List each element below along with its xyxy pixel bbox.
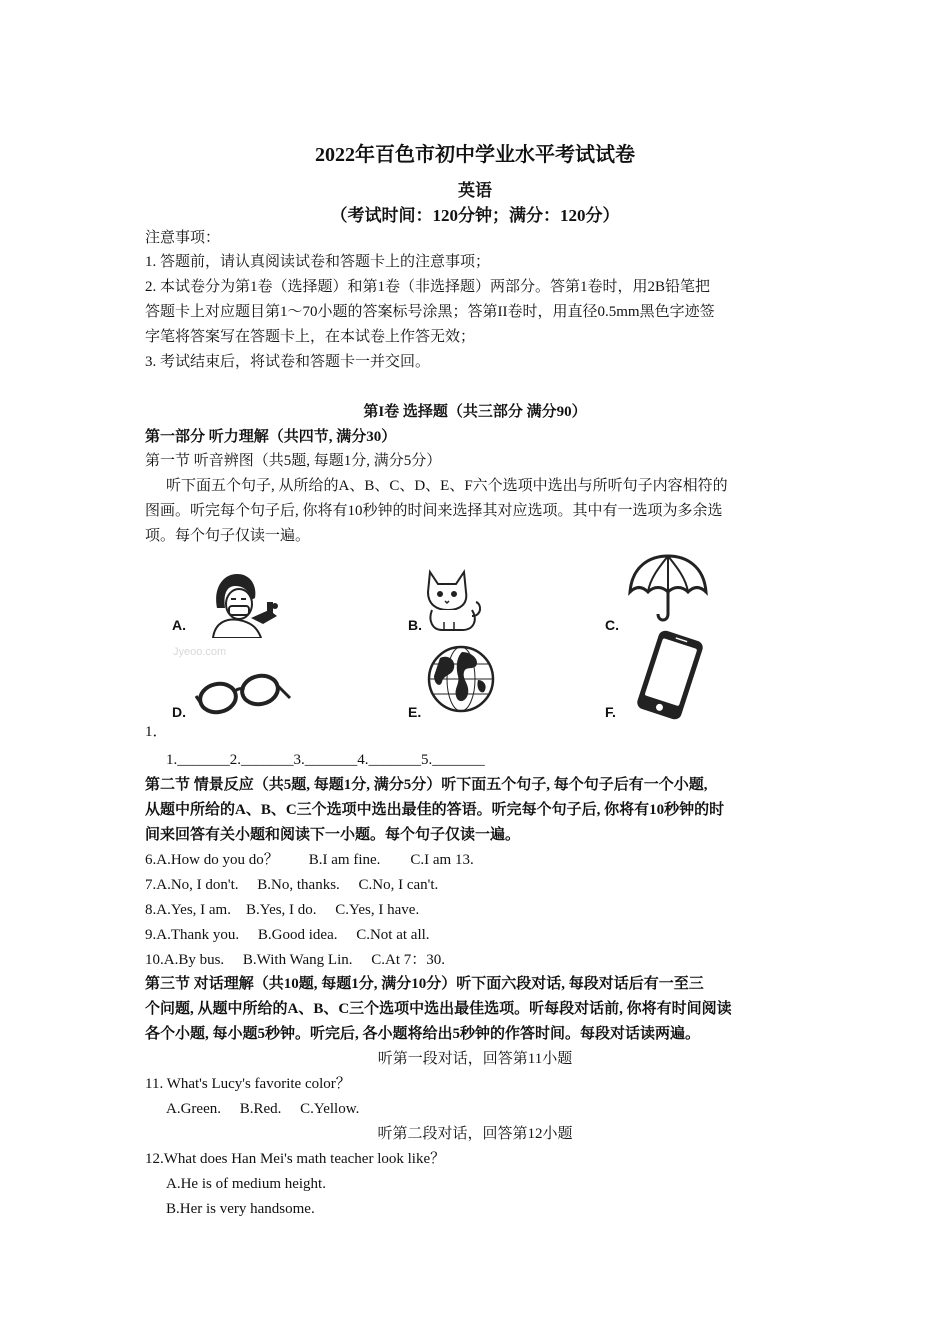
notes-item: 2. 本试卷分为第1卷（选择题）和第1卷（非选择题）两部分。答第1卷时，用2B铅笔把	[145, 279, 711, 295]
picture-label-f: F.	[605, 704, 616, 720]
globe-icon	[426, 644, 496, 714]
exam-title: 2022年百色市初中学业水平考试试卷	[315, 144, 635, 166]
subject-title: 英语	[458, 181, 492, 200]
question-11: 11. What's Lucy's favorite color？	[145, 1076, 351, 1092]
picture-label-c: C.	[605, 617, 619, 633]
question-9: 9.A.Thank you. B.Good idea. C.Not at all.	[145, 927, 430, 943]
question-number: 1．	[145, 724, 168, 740]
section3-heading: 个问题, 从题中所给的A、B、C三个选项中选出最佳选项。听每段对话前, 你将有时间阅读	[145, 1001, 732, 1017]
phone-icon	[633, 630, 707, 720]
picture-label-d: D.	[172, 704, 186, 720]
notes-item: 答题卡上对应题目第1～70小题的答案标号涂黑；答第II卷时，用直径0.5mm黑色字迹签	[145, 304, 715, 320]
glasses-icon	[194, 670, 292, 718]
picture-label-a: A.	[172, 617, 186, 633]
part-heading: 第一部分 听力理解（共四节, 满分30）	[145, 429, 397, 445]
question-8: 8.A.Yes, I am. B.Yes, I do. C.Yes, I have.	[145, 902, 420, 918]
exam-info: （考试时间：120分钟；满分：120分）	[330, 206, 620, 225]
picture-label-b: B.	[408, 617, 422, 633]
question-10: 10.A.By bus. B.With Wang Lin. C.At 7：30.	[145, 952, 446, 968]
section2-heading: 从题中所给的A、B、C三个选项中选出最佳的答语。听完每个句子后, 你将有10秒钟的时	[145, 802, 725, 818]
question-12-option-a: A.He is of medium height.	[166, 1176, 326, 1192]
person-with-mask-icon	[205, 568, 285, 638]
watermark: Jyeoo.com	[173, 646, 227, 658]
notes-item: 字笔将答案写在答题卡上，在本试卷上作答无效；	[145, 329, 476, 345]
notes-item: 3. 考试结束后，将试卷和答题卡一并交回。	[145, 354, 431, 370]
section2-heading: 间来回答有关小题和阅读下一小题。每个句子仅读一遍。	[145, 827, 521, 843]
section2-heading: 第二节 情景反应（共5题, 每题1分, 满分5分）听下面五个句子, 每个句子后有一个小题,	[145, 777, 708, 793]
section1-heading: 第一节 听音辨图（共5题, 每题1分, 满分5分）	[145, 453, 442, 469]
question-6: 6.A.How do you do？ B.I am fine. C.I am 13.	[145, 852, 474, 868]
notes-heading: 注意事项：	[145, 230, 221, 246]
section3-heading: 各个小题, 每小题5秒钟。听完后, 各小题将给出5秒钟的作答时间。每段对话读两遍。	[145, 1026, 701, 1042]
question-12-option-b: B.Her is very handsome.	[166, 1201, 315, 1217]
section3-heading: 第三节 对话理解（共10题, 每题1分, 满分10分）听下面六段对话, 每段对话后有一至三	[145, 976, 704, 992]
umbrella-icon	[626, 552, 710, 624]
question-12: 12.What does Han Mei's math teacher look like？	[145, 1151, 446, 1167]
section1-instructions: 项。每个句子仅读一遍。	[145, 528, 311, 544]
volume-heading: 第I卷 选择题（共三部分 满分90）	[363, 404, 587, 420]
dialog-1-heading: 听第一段对话，回答第11小题	[377, 1051, 573, 1067]
section1-instructions: 图画。听完每个句子后, 你将有10秒钟的时间来选择其对应选项。其中有一选项为多余选	[145, 503, 723, 519]
notes-item: 1. 答题前，请认真阅读试卷和答题卡上的注意事项；	[145, 254, 491, 270]
question-7: 7.A.No, I don't. B.No, thanks. C.No, I can't.	[145, 877, 439, 893]
dialog-2-heading: 听第二段对话，回答第12小题	[377, 1126, 573, 1142]
question-11-options: A.Green. B.Red. C.Yellow.	[166, 1101, 360, 1117]
cat-icon	[422, 566, 484, 632]
answer-blanks: 1._______2._______3._______4._______5._______	[166, 752, 485, 768]
picture-label-e: E.	[408, 704, 422, 720]
section1-instructions: 听下面五个句子, 从所给的A、B、C、D、E、F六个选项中选出与所听句子内容相符的	[166, 478, 728, 494]
